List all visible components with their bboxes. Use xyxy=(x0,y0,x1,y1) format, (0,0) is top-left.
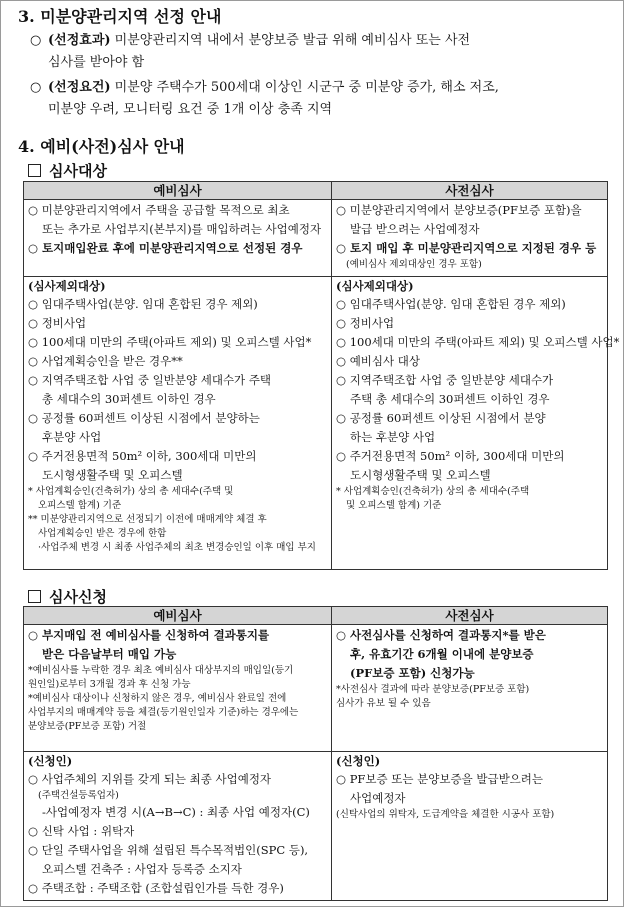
selection-criteria-label: (선정요건) xyxy=(48,80,111,95)
exclusion-line: 후분양 사업 xyxy=(42,430,102,444)
exclusion-note: 및 오피스텔 합계) 기준 xyxy=(346,500,442,511)
applicant-line: (신탁사업의 위탁자, 도급계약을 체결한 시공사 포함) xyxy=(336,809,555,820)
exclusion-line: ○ 임대주택사업(분양. 임대 혼합된 경우 제외) xyxy=(28,297,258,311)
applicant-line: 오피스텔 건축주 : 사업자 등록증 소지자 xyxy=(42,862,242,876)
exclusion-note: ·사업주체 변경 시 최종 사업주체의 최초 변경승인일 이후 매입 부지 xyxy=(38,542,316,553)
header-advance: 사전심사 xyxy=(332,607,608,625)
timing-note: 심사가 유보 될 수 있음 xyxy=(336,698,431,709)
applicant-title: (신청인) xyxy=(28,754,73,768)
target-preliminary-cell xyxy=(24,200,332,277)
exclusion-line: ○ 정비사업 xyxy=(336,316,395,330)
timing-advance-cell xyxy=(332,625,608,752)
exclusion-line: ○ 공정률 60퍼센트 이상된 시점에서 분양하는 xyxy=(28,411,260,425)
timing-note: 원인일)로부터 3개월 경과 후 신청 가능 xyxy=(28,679,191,690)
applicant-line: ○ PF보증 또는 분양보증을 발급받으려는 xyxy=(336,772,544,786)
exclusion-line: ○ 임대주택사업(분양. 임대 혼합된 경우 제외) xyxy=(336,297,566,311)
section4-title: 4. 예비(사전)심사 안내 xyxy=(18,137,185,156)
exclusion-line: ○ 예비심사 대상 xyxy=(336,354,420,368)
exclusion-title: (심사제외대상) xyxy=(336,279,414,293)
applicant-line: ○ 주택조합 : 주택조합 (조합설립인가를 득한 경우) xyxy=(28,881,284,895)
exclusion-line: ○ 지역주택조합 사업 중 일반분양 세대수가 xyxy=(336,373,554,387)
exclusion-line: 주택 총 세대수의 30퍼센트 이하인 경우 xyxy=(350,392,550,406)
target-advance-cell xyxy=(332,200,608,277)
timing-preliminary-cell xyxy=(24,625,332,752)
applicant-line: -사업예정자 변경 시(A→B→C) : 최종 사업 예정자(C) xyxy=(42,805,310,819)
timing-note: *예비심사를 누락한 경우 최초 예비심사 대상부지의 매입일(등기 xyxy=(28,665,294,676)
target-line: 발급 받으려는 사업예정자 xyxy=(350,222,480,236)
exclusion-line: ○ 정비사업 xyxy=(28,316,87,330)
timing-note: *사전심사 결과에 따라 분양보증(PF보증 포함) xyxy=(336,684,530,695)
target-line: 또는 추가로 사업부지(본부지)를 매입하려는 사업예정자 xyxy=(42,222,322,236)
applicant-line: ○ 단일 주택사업을 위해 설립된 특수목적법인(SPC 등), xyxy=(28,843,309,857)
review-target-table xyxy=(23,181,620,570)
selection-criteria-text: 미분양 주택수가 500세대 이상인 시군구 중 미분양 증가, 해소 저조, xyxy=(110,80,499,95)
timing-line: 받은 다음날부터 매입 가능 xyxy=(42,647,177,661)
target-line: ○ 토지매입완료 후에 미분양관리지역으로 선정된 경우 xyxy=(28,241,303,255)
exclusion-advance-cell xyxy=(332,277,620,570)
review-application-table xyxy=(23,606,608,901)
exclusion-line: 도시형생활주택 및 오피스텔 xyxy=(350,468,491,482)
bullet-marker: ○ xyxy=(30,80,42,95)
exclusion-note: * 사업계획승인(건축허가) 상의 총 세대수(주택 xyxy=(336,486,530,497)
applicant-line: (주택건설등록업자) xyxy=(38,790,119,801)
exclusion-line: ○ 주거전용면적 50m² 이하, 300세대 미만의 xyxy=(28,449,257,463)
selection-criteria-text-2: 미분양 우려, 모니터링 요건 중 1개 이상 충족 지역 xyxy=(48,102,333,117)
exclusion-line: ○ 100세대 미만의 주택(아파트 제외) 및 오피스텔 사업* xyxy=(28,335,312,349)
applicant-advance-cell xyxy=(332,752,608,901)
target-line: ○ 토지 매입 후 미분양관리지역으로 지정된 경우 등 xyxy=(336,241,597,255)
review-target-heading xyxy=(28,160,107,181)
header-preliminary: 예비심사 xyxy=(24,607,332,625)
exclusion-line: 총 세대수의 30퍼센트 이하인 경우 xyxy=(42,392,216,406)
applicant-title: (신청인) xyxy=(336,754,381,768)
review-target-label: 심사대상 xyxy=(49,162,107,180)
timing-line: 후, 유효기간 6개월 이내에 분양보증 xyxy=(350,647,534,661)
selection-effect-text-2: 심사를 받아야 함 xyxy=(48,55,145,70)
exclusion-note: 사업계획승인 받은 경우에 한함 xyxy=(38,528,167,539)
checkbox-square-icon xyxy=(28,590,41,603)
exclusion-note: 오피스텔 합계) 기준 xyxy=(38,500,122,511)
applicant-line: ○ 사업주체의 지위를 갖게 되는 최종 사업예정자 xyxy=(28,772,272,786)
exclusion-line: ○ 100세대 미만의 주택(아파트 제외) 및 오피스텔 사업* xyxy=(336,335,620,349)
timing-note: 사업부지의 매매계약 등을 체결(등기원인일자 기준)하는 경우에는 xyxy=(28,707,299,718)
header-advance: 사전심사 xyxy=(332,182,608,200)
exclusion-note: ** 미분양관리지역으로 선정되기 이전에 매매계약 체결 후 xyxy=(28,514,267,525)
timing-note: *예비심사 대상이나 신청하지 않은 경우, 예비심사 완료일 전에 xyxy=(28,693,287,704)
exclusion-title: (심사제외대상) xyxy=(28,279,106,293)
exclusion-line: ○ 사업계획승인을 받은 경우** xyxy=(28,354,183,368)
bullet-marker: ○ xyxy=(30,33,42,48)
review-application-heading xyxy=(28,586,107,607)
target-line: (예비심사 제외대상인 경우 포함) xyxy=(346,259,482,270)
review-application-label: 심사신청 xyxy=(49,588,107,606)
exclusion-line: ○ 공정률 60퍼센트 이상된 시점에서 분양 xyxy=(336,411,546,425)
exclusion-note: * 사업계획승인(건축허가) 상의 총 세대수(주택 및 xyxy=(28,486,234,497)
selection-effect-text: 미분양관리지역 내에서 분양보증 발급 위해 예비심사 또는 사전 xyxy=(110,33,471,48)
timing-line: ○ 사전심사를 신청하여 결과통지*를 받은 xyxy=(336,628,546,642)
exclusion-line: 하는 후분양 사업 xyxy=(350,430,436,444)
section3-title: 3. 미분양관리지역 선정 안내 xyxy=(18,7,222,26)
header-preliminary: 예비심사 xyxy=(24,182,332,200)
exclusion-line: 도시형생활주택 및 오피스텔 xyxy=(42,468,183,482)
applicant-preliminary-cell xyxy=(24,752,332,901)
selection-effect-label: (선정효과) xyxy=(48,33,111,48)
checkbox-square-icon xyxy=(28,164,41,177)
timing-line: (PF보증 포함) 신청가능 xyxy=(350,666,475,680)
applicant-line: 사업예정자 xyxy=(350,791,406,805)
timing-note: 분양보증(PF보증 포함) 거절 xyxy=(28,721,147,732)
exclusion-line: ○ 지역주택조합 사업 중 일반분양 세대수가 주택 xyxy=(28,373,272,387)
target-line: ○ 미분양관리지역에서 분양보증(PF보증 포함)을 xyxy=(336,203,582,217)
exclusion-preliminary-cell xyxy=(24,277,332,570)
exclusion-line: ○ 주거전용면적 50m² 이하, 300세대 미만의 xyxy=(336,449,565,463)
target-line: ○ 미분양관리지역에서 주택을 공급할 목적으로 최초 xyxy=(28,203,290,217)
timing-line: ○ 부지매입 전 예비심사를 신청하여 결과통지를 xyxy=(28,628,270,642)
applicant-line: ○ 신탁 사업 : 위탁자 xyxy=(28,824,135,838)
